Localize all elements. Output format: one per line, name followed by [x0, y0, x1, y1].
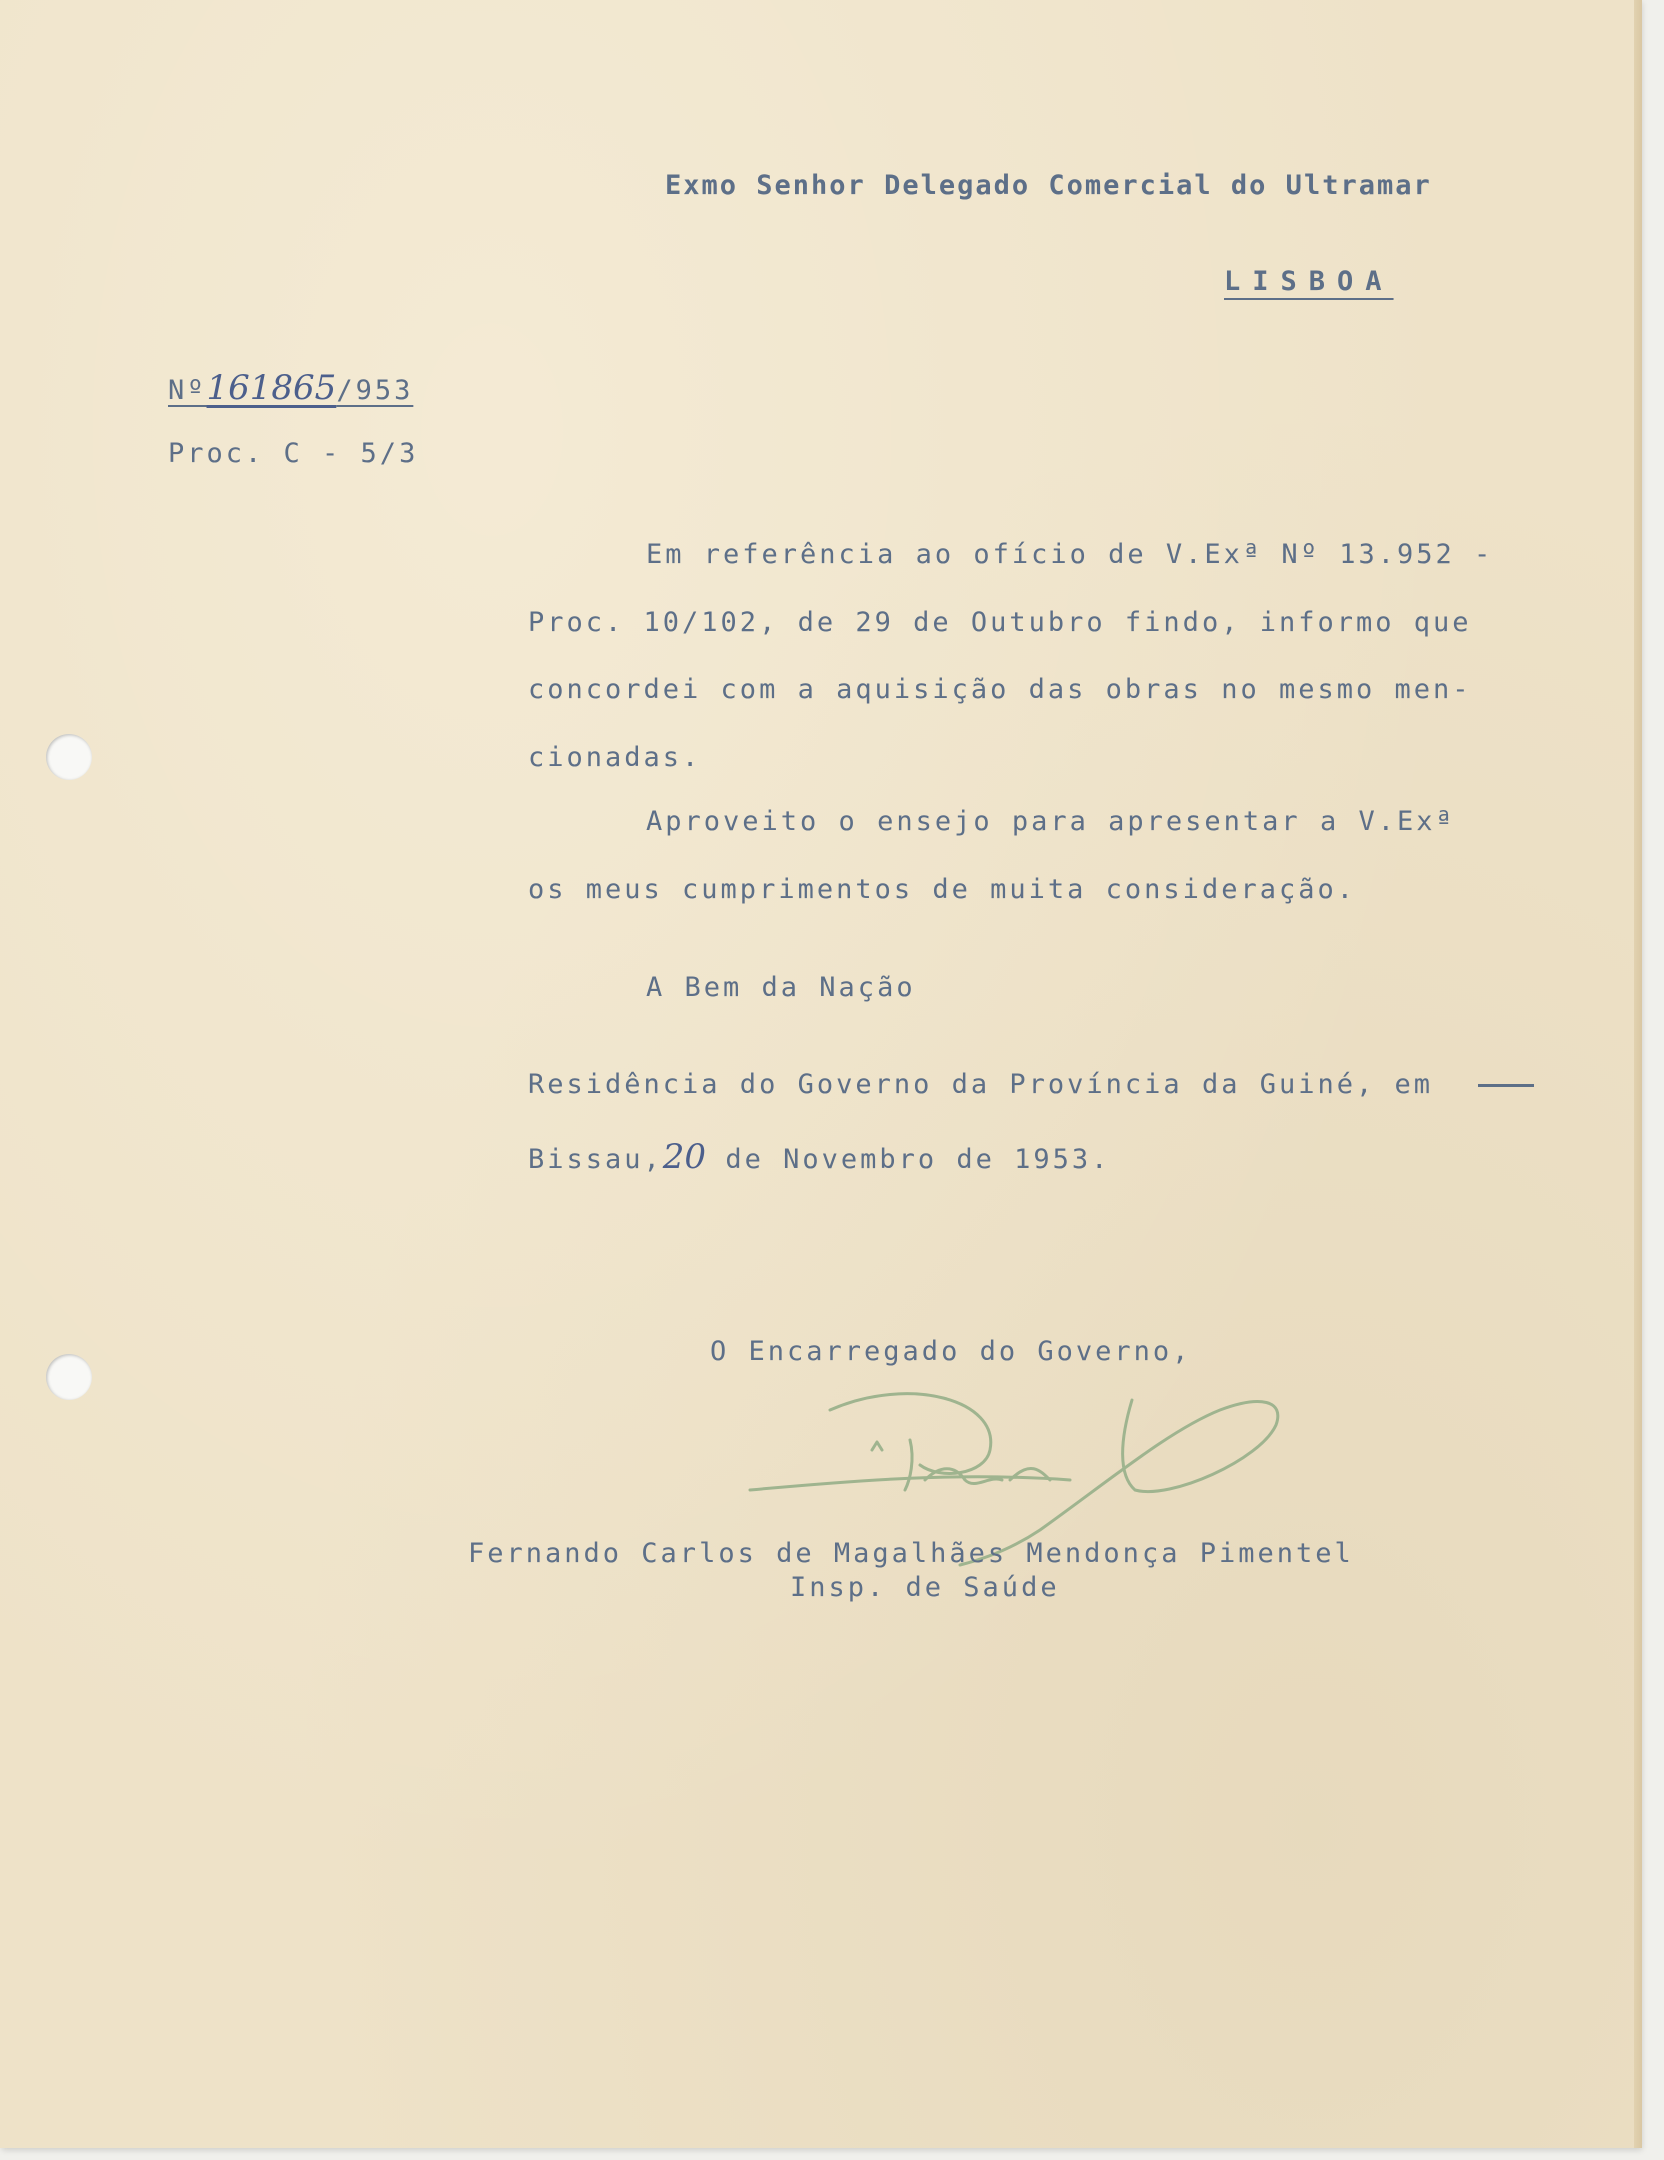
- date-place: Bissau,: [528, 1144, 663, 1175]
- reference-number: [168, 368, 414, 408]
- city: LISBOA: [1224, 266, 1394, 297]
- residence-line: Residência do Governo da Província da Guiné, em: [528, 1069, 1434, 1100]
- signatory-title: Insp. de Saúde: [790, 1572, 1060, 1603]
- strikethrough-mark: [1478, 1084, 1534, 1087]
- punch-hole-lower: [46, 1354, 92, 1400]
- process-reference: Proc. C - 5/3: [168, 438, 419, 469]
- body-line: Aproveito o ensejo para apresentar a V.Exª: [646, 806, 1455, 837]
- punch-hole-upper: [46, 734, 92, 780]
- signatory-role: O Encarregado do Governo,: [710, 1336, 1192, 1367]
- body-line: Em referência ao ofício de V.Exª Nº 13.952 -: [646, 539, 1494, 570]
- signatory-name: Fernando Carlos de Magalhães Mendonça Pimentel: [468, 1538, 1354, 1569]
- date-line: [528, 1137, 1111, 1177]
- paper-edge: [1634, 0, 1642, 2148]
- reference-suffix: /953: [336, 375, 414, 406]
- salutation: A Bem da Nação: [646, 972, 916, 1003]
- body-line: Proc. 10/102, de 29 de Outubro findo, informo que: [528, 607, 1472, 638]
- body-line: cionadas.: [528, 742, 702, 773]
- date-rest: de Novembro de 1953.: [706, 1144, 1111, 1175]
- body-line: os meus cumprimentos de muita consideração.: [528, 874, 1356, 905]
- date-handwritten-day: 20: [662, 1137, 707, 1177]
- reference-prefix: Nº: [168, 375, 207, 406]
- body-line: concordei com a aquisição das obras no mesmo men-: [528, 674, 1472, 705]
- reference-handwritten-number: 161865: [206, 368, 337, 408]
- addressee: Exmo Senhor Delegado Comercial do Ultramar: [665, 170, 1432, 201]
